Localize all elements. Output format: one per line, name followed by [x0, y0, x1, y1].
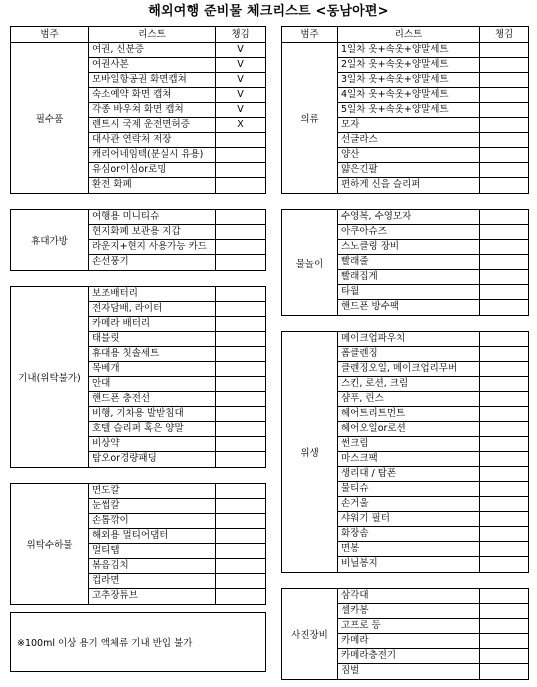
- checklist-row: [89, 589, 265, 604]
- checklist-row: [89, 574, 265, 589]
- checklist-row: [338, 58, 528, 73]
- item-cell[interactable]: 마스크팩: [338, 452, 480, 466]
- item-cell[interactable]: 고프로 등: [338, 619, 480, 633]
- check-cell[interactable]: [480, 270, 528, 284]
- checklist-row: [89, 529, 265, 544]
- check-cell[interactable]: [216, 225, 265, 239]
- checklist-row: [89, 437, 265, 452]
- item-cell[interactable]: 3일차 옷+속옷+양말세트: [338, 73, 480, 87]
- checklist-row: [338, 332, 528, 347]
- checklist-row: [338, 240, 528, 255]
- check-cell[interactable]: [480, 148, 528, 162]
- item-cell[interactable]: 1일차 옷+속옷+양말세트: [338, 43, 480, 57]
- check-cell[interactable]: [216, 514, 265, 528]
- check-cell[interactable]: [480, 285, 528, 299]
- check-cell[interactable]: [480, 332, 528, 346]
- item-cell[interactable]: 썬크림: [338, 437, 480, 451]
- checklist-row: [338, 527, 528, 542]
- checklist-row: [89, 302, 265, 317]
- checklist-row: [89, 499, 265, 514]
- checklist-row: [338, 43, 528, 58]
- liquid-restriction-note: ※100ml 이상 용기 액체류 기내 반입 불가: [10, 612, 266, 672]
- check-cell[interactable]: [216, 499, 265, 513]
- checklist-row: [89, 148, 265, 163]
- checklist-row: [338, 407, 528, 422]
- item-cell[interactable]: 메이크업파우치: [338, 332, 480, 346]
- category-label: 의류: [282, 43, 338, 193]
- check-cell[interactable]: [480, 133, 528, 147]
- check-header: 챙김: [494, 29, 514, 40]
- category-group: [281, 43, 529, 194]
- checklist-row: [338, 347, 528, 362]
- item-cell[interactable]: 헤어트리트먼트: [338, 407, 480, 421]
- check-cell[interactable]: [216, 210, 265, 224]
- category-label: 휴대가방: [11, 210, 89, 270]
- checklist-row: [89, 422, 265, 437]
- checklist-row: [338, 210, 528, 225]
- item-cell[interactable]: 면도칼: [89, 484, 216, 498]
- checklist-row: [89, 73, 265, 88]
- checklist-row: [338, 178, 528, 193]
- checklist-row: [338, 604, 528, 619]
- check-cell[interactable]: [216, 422, 265, 436]
- check-cell[interactable]: [480, 362, 528, 376]
- check-cell[interactable]: [480, 73, 528, 87]
- item-cell[interactable]: 아쿠아슈즈: [338, 225, 480, 239]
- checklist-row: [338, 437, 528, 452]
- item-cell[interactable]: 태블릿: [89, 332, 216, 346]
- category-label: 위생: [282, 332, 338, 572]
- checklist-row: [338, 467, 528, 482]
- group-spacer: [10, 271, 266, 286]
- item-cell[interactable]: 생리대 / 탐폰: [338, 467, 480, 481]
- item-cell[interactable]: 손거울: [338, 497, 480, 511]
- check-cell[interactable]: [216, 484, 265, 498]
- checklist-row: [89, 103, 265, 118]
- check-cell[interactable]: X: [237, 119, 244, 130]
- item-cell[interactable]: 현지화폐 보관용 지갑: [89, 225, 216, 239]
- item-cell[interactable]: 삼각대: [338, 589, 480, 603]
- check-cell[interactable]: [480, 225, 528, 239]
- item-cell[interactable]: 환전 화폐: [89, 178, 216, 193]
- item-cell[interactable]: 샤워기 필터: [338, 512, 480, 526]
- check-cell[interactable]: [216, 437, 265, 451]
- checklist-row: [338, 362, 528, 377]
- check-cell[interactable]: [480, 178, 528, 193]
- check-cell[interactable]: V: [237, 104, 244, 115]
- checklist-row: [338, 285, 528, 300]
- check-cell[interactable]: [480, 437, 528, 451]
- check-cell[interactable]: [480, 452, 528, 466]
- check-cell[interactable]: [216, 332, 265, 346]
- check-cell[interactable]: [480, 255, 528, 269]
- check-header: 챙김: [231, 29, 250, 40]
- item-cell[interactable]: 헤어오일or로션: [338, 422, 480, 436]
- item-cell[interactable]: 전자담배, 라이터: [89, 302, 216, 316]
- item-cell[interactable]: 면봉: [338, 542, 480, 556]
- checklist-row: [89, 484, 265, 499]
- checklist-row: [89, 392, 265, 407]
- check-cell[interactable]: [480, 589, 528, 603]
- item-cell[interactable]: 렌트시 국제 운전면허증: [89, 118, 216, 132]
- item-cell[interactable]: 모자: [338, 118, 480, 132]
- item-cell[interactable]: 고추장튜브: [89, 589, 216, 604]
- item-cell[interactable]: 스킨, 로션, 크림: [338, 377, 480, 391]
- checklist-row: [89, 118, 265, 133]
- list-header: 리스트: [338, 27, 480, 42]
- check-cell[interactable]: [480, 43, 528, 57]
- checklist-row: [338, 497, 528, 512]
- item-cell[interactable]: 숙소예약 화면 캡쳐: [89, 88, 216, 102]
- item-cell[interactable]: 샴푸, 린스: [338, 392, 480, 406]
- checklist-row: [338, 542, 528, 557]
- item-cell[interactable]: 셀카봉: [338, 604, 480, 618]
- item-cell[interactable]: 컵라면: [89, 574, 216, 588]
- check-cell[interactable]: [216, 133, 265, 147]
- category-label: 기내(위탁불가): [11, 287, 89, 467]
- item-cell[interactable]: 탐오or경량패딩: [89, 452, 216, 467]
- item-cell[interactable]: 손톱깎이: [89, 514, 216, 528]
- category-group: [281, 331, 529, 573]
- check-cell[interactable]: [480, 347, 528, 361]
- item-cell[interactable]: 대사관 연락처 저장: [89, 133, 216, 147]
- checklist-row: [338, 133, 528, 148]
- checklist-row: [89, 287, 265, 302]
- category-group: [10, 286, 266, 468]
- check-cell[interactable]: [216, 392, 265, 406]
- checklist-row: [338, 422, 528, 437]
- check-cell[interactable]: [216, 178, 265, 193]
- checklist-row: [89, 317, 265, 332]
- checklist-row: [338, 619, 528, 634]
- checklist-row: [89, 347, 265, 362]
- checklist-row: [89, 362, 265, 377]
- item-cell[interactable]: 여행용 미니티슈: [89, 210, 216, 224]
- checklist-row: [338, 300, 528, 315]
- check-cell[interactable]: [216, 589, 265, 604]
- checklist-row: [89, 514, 265, 529]
- checklist-row: [89, 43, 265, 58]
- checklist-row: [338, 73, 528, 88]
- item-cell[interactable]: 타월: [338, 285, 480, 299]
- checklist-row: [89, 559, 265, 574]
- category-group: [10, 209, 266, 271]
- check-cell[interactable]: [216, 559, 265, 573]
- checklist-row: [338, 557, 528, 572]
- check-cell[interactable]: [216, 163, 265, 177]
- check-cell[interactable]: [480, 88, 528, 102]
- check-cell[interactable]: [216, 347, 265, 361]
- check-cell[interactable]: [480, 210, 528, 224]
- category-label: 필수품: [11, 43, 89, 193]
- item-cell[interactable]: 캐리어네임텍(분실시 유용): [89, 148, 216, 162]
- item-cell[interactable]: 4일차 옷+속옷+양말세트: [338, 88, 480, 102]
- group-spacer: [281, 194, 529, 209]
- check-cell[interactable]: [480, 240, 528, 254]
- item-cell[interactable]: 비행, 기차용 발받침대: [89, 407, 216, 421]
- item-cell[interactable]: 볶음김치: [89, 559, 216, 573]
- check-cell[interactable]: [480, 542, 528, 556]
- item-cell[interactable]: 얇은긴팔: [338, 163, 480, 177]
- item-cell[interactable]: 안대: [89, 377, 216, 391]
- check-cell[interactable]: [480, 163, 528, 177]
- checklist-row: [89, 133, 265, 148]
- check-cell[interactable]: [216, 407, 265, 421]
- checklist-row: [89, 377, 265, 392]
- checklist-row: [89, 225, 265, 240]
- group-spacer: [10, 194, 266, 209]
- item-cell[interactable]: 여권, 신분증: [89, 43, 216, 57]
- check-cell[interactable]: [480, 300, 528, 315]
- checklist-row: [338, 270, 528, 285]
- item-cell[interactable]: 화장솜: [338, 527, 480, 541]
- item-cell[interactable]: 5일차 옷+속옷+양말세트: [338, 103, 480, 117]
- checklist-row: [338, 225, 528, 240]
- check-cell[interactable]: [216, 148, 265, 162]
- check-cell[interactable]: [480, 497, 528, 511]
- checklist-row: [338, 148, 528, 163]
- item-cell[interactable]: 휴대용 칫솔세트: [89, 347, 216, 361]
- item-cell[interactable]: 각종 바우쳐 화면 캡쳐: [89, 103, 216, 117]
- checklist-row: [338, 377, 528, 392]
- list-header: 리스트: [89, 27, 216, 42]
- checklist-row: [89, 332, 265, 347]
- item-cell[interactable]: 짐벌: [338, 664, 480, 679]
- right-table-header: [281, 26, 529, 43]
- item-cell[interactable]: 수영복, 수영모자: [338, 210, 480, 224]
- checklist-row: [89, 58, 265, 73]
- check-cell[interactable]: [216, 255, 265, 270]
- check-cell[interactable]: [480, 557, 528, 572]
- checklist-row: [338, 103, 528, 118]
- check-cell[interactable]: [216, 574, 265, 588]
- item-cell[interactable]: 카메라충전기: [338, 649, 480, 663]
- item-cell[interactable]: 핸드폰 방수팩: [338, 300, 480, 315]
- check-cell[interactable]: [216, 529, 265, 543]
- item-cell[interactable]: 편하게 신을 슬리퍼: [338, 178, 480, 193]
- item-cell[interactable]: 빨래집게: [338, 270, 480, 284]
- left-checklist-table: [10, 26, 266, 605]
- item-cell[interactable]: 양산: [338, 148, 480, 162]
- checklist-row: [338, 118, 528, 133]
- item-cell[interactable]: 해외용 멀티어댑터: [89, 529, 216, 543]
- check-cell[interactable]: V: [237, 89, 244, 100]
- check-cell[interactable]: [480, 512, 528, 526]
- checklist-row: [338, 255, 528, 270]
- check-cell[interactable]: [480, 664, 528, 679]
- check-cell[interactable]: [216, 362, 265, 376]
- group-spacer: [281, 573, 529, 588]
- item-cell[interactable]: 눈썹칼: [89, 499, 216, 513]
- category-label: 위탁수하물: [11, 484, 89, 604]
- checklist-row: [89, 178, 265, 193]
- item-cell[interactable]: 선글라스: [338, 133, 480, 147]
- check-cell[interactable]: [216, 287, 265, 301]
- checklist-row: [338, 649, 528, 664]
- group-spacer: [10, 468, 266, 483]
- check-cell[interactable]: [480, 467, 528, 481]
- check-cell[interactable]: [480, 392, 528, 406]
- check-cell[interactable]: [480, 407, 528, 421]
- check-cell[interactable]: [480, 604, 528, 618]
- check-cell[interactable]: [480, 103, 528, 117]
- checklist-row: [89, 163, 265, 178]
- item-cell[interactable]: 유심or이심or로밍: [89, 163, 216, 177]
- category-group: [281, 209, 529, 316]
- item-cell[interactable]: 라운지+현지 사용가능 카드: [89, 240, 216, 254]
- item-cell[interactable]: 핸드폰 충전선: [89, 392, 216, 406]
- checklist-row: [89, 255, 265, 270]
- item-cell[interactable]: 여권사본: [89, 58, 216, 72]
- item-cell[interactable]: 빨래줄: [338, 255, 480, 269]
- category-header: 범주: [11, 27, 89, 42]
- item-cell[interactable]: 손선풍기: [89, 255, 216, 270]
- item-cell[interactable]: 목베개: [89, 362, 216, 376]
- check-cell[interactable]: [480, 527, 528, 541]
- check-cell[interactable]: [480, 482, 528, 496]
- checklist-row: [338, 482, 528, 497]
- checklist-row: [89, 240, 265, 255]
- check-cell[interactable]: V: [237, 44, 244, 55]
- check-cell[interactable]: V: [237, 74, 244, 85]
- item-cell[interactable]: 폼클렌징: [338, 347, 480, 361]
- item-cell[interactable]: 카메라: [338, 634, 480, 648]
- check-cell[interactable]: [480, 118, 528, 132]
- check-cell[interactable]: [480, 619, 528, 633]
- item-cell[interactable]: 호텔 슬리퍼 혹은 양말: [89, 422, 216, 436]
- check-cell[interactable]: [480, 649, 528, 663]
- category-group: [281, 588, 529, 680]
- checklist-row: [338, 634, 528, 649]
- item-cell[interactable]: 모바일항공권 화면캡쳐: [89, 73, 216, 87]
- category-label: 사진장비: [282, 589, 338, 679]
- checklist-row: [338, 664, 528, 679]
- page-title: 해외여행 준비물 체크리스트 <동남아편>: [148, 4, 389, 19]
- category-label: 물놀이: [282, 210, 338, 315]
- category-group: [10, 43, 266, 194]
- category-header: 범주: [282, 27, 338, 42]
- check-cell[interactable]: [216, 302, 265, 316]
- item-cell[interactable]: 클렌징오일, 메이크업리무버: [338, 362, 480, 376]
- left-table-header: [10, 26, 266, 43]
- item-cell[interactable]: 카메라 배터리: [89, 317, 216, 331]
- category-group: [10, 483, 266, 605]
- checklist-row: [89, 88, 265, 103]
- checklist-row: [89, 210, 265, 225]
- check-cell[interactable]: [480, 422, 528, 436]
- group-spacer: [281, 316, 529, 331]
- item-cell[interactable]: 보조배터리: [89, 287, 216, 301]
- checklist-row: [338, 589, 528, 604]
- checklist-row: [89, 544, 265, 559]
- check-cell[interactable]: [216, 377, 265, 391]
- checklist-row: [89, 452, 265, 467]
- check-cell[interactable]: [480, 58, 528, 72]
- item-cell[interactable]: 스노클링 장비: [338, 240, 480, 254]
- check-cell[interactable]: [216, 240, 265, 254]
- checklist-row: [338, 392, 528, 407]
- check-cell[interactable]: [216, 544, 265, 558]
- item-cell[interactable]: 비상약: [89, 437, 216, 451]
- checklist-row: [338, 452, 528, 467]
- checklist-row: [89, 407, 265, 422]
- checklist-row: [338, 88, 528, 103]
- check-cell[interactable]: V: [237, 59, 244, 70]
- right-checklist-table: [281, 26, 529, 680]
- item-cell[interactable]: 멀티탭: [89, 544, 216, 558]
- item-cell[interactable]: 비닐봉지: [338, 557, 480, 572]
- item-cell[interactable]: 물티슈: [338, 482, 480, 496]
- check-cell[interactable]: [216, 452, 265, 467]
- check-cell[interactable]: [480, 377, 528, 391]
- item-cell[interactable]: 2일차 옷+속옷+양말세트: [338, 58, 480, 72]
- check-cell[interactable]: [480, 634, 528, 648]
- checklist-row: [338, 512, 528, 527]
- checklist-row: [338, 163, 528, 178]
- check-cell[interactable]: [216, 317, 265, 331]
